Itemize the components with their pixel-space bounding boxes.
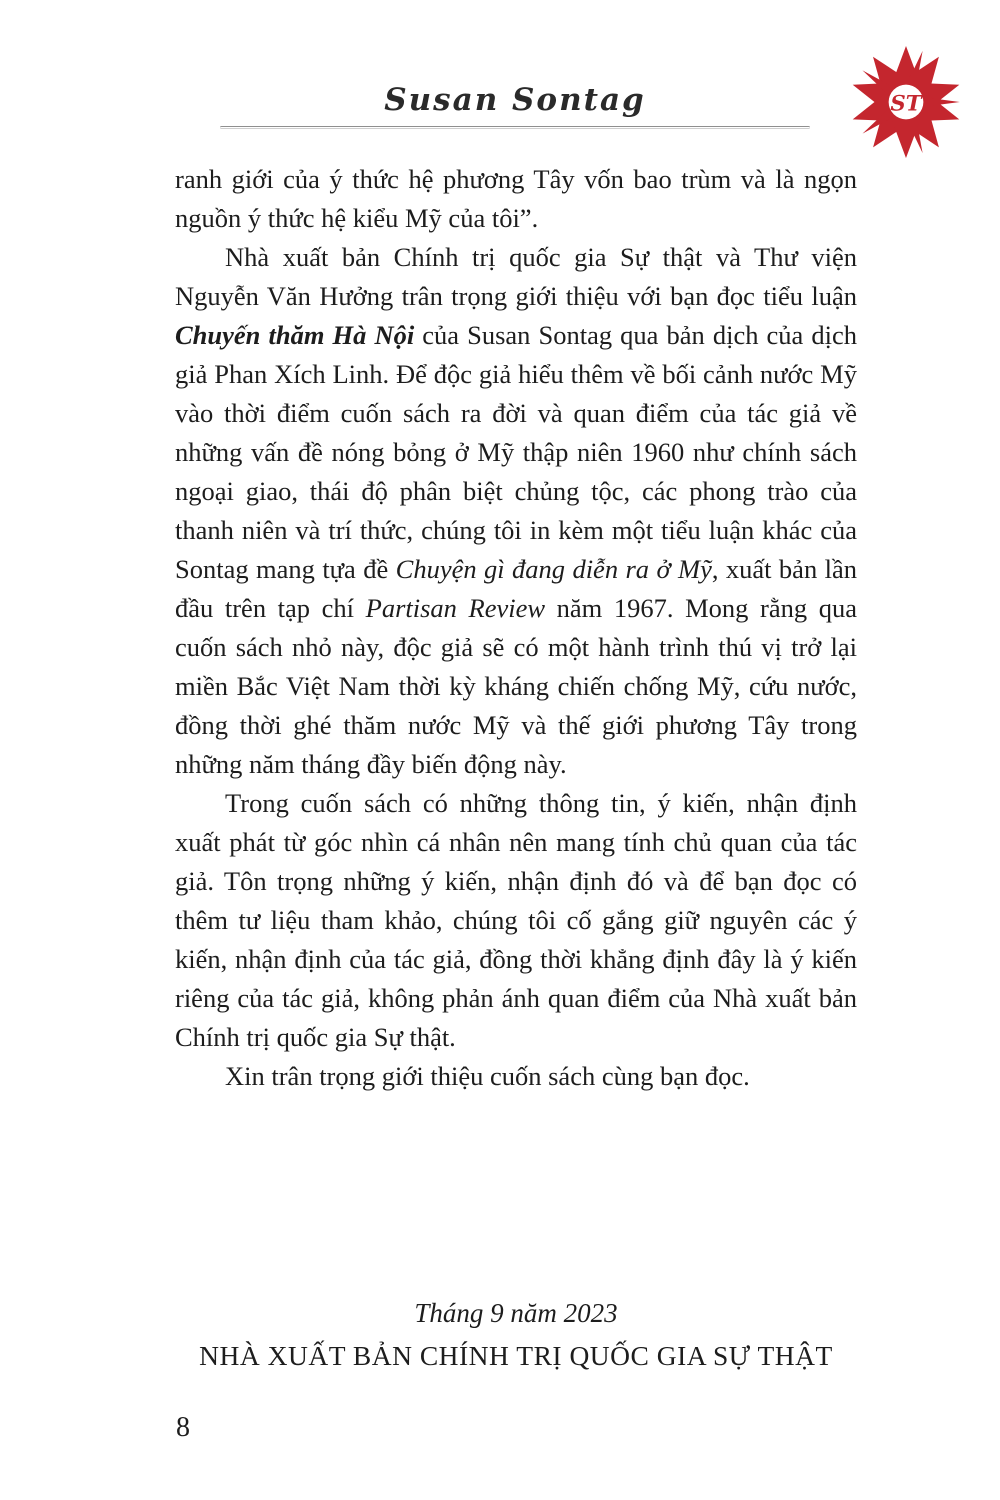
logo-monogram: ST: [890, 91, 922, 117]
starburst-icon: [850, 46, 962, 158]
text-segment: của Susan Sontag qua bản dịch của dịch giả Phan Xích Linh. Để độc giả hiểu thêm về bối cảnh nước Mỹ vào thời điểm cuốn sách ra đời và quan điểm của tác giả về những vấn đề nóng bỏng ở Mỹ thập niên 1960 như chính sách ngoại giao, thái độ phân biệt chủng tộc, các phong trào của thanh niên và trí thức, chúng tôi in kèm một tiểu luận khác của Sontag mang tựa đề: [175, 320, 857, 584]
text-segment: Trong cuốn sách có những thông tin, ý kiến, nhận định xuất phát từ góc nhìn cá nhân nên mang tính chủ quan của tác giả. Tôn trọng những ý kiến, nhận định đó và để bạn đọc có thêm tư liệu tham khảo, chúng tôi cố gắng giữ nguyên các ý kiến, nhận định của tác giả, đồng thời khẳng định đây là ý kiến riêng của tác giả, không phản ánh quan điểm của Nhà xuất bản Chính trị quốc gia Sự thật.: [175, 788, 857, 1052]
text-segment: , xuất bản lần đầu trên tạp chí: [175, 554, 857, 623]
header-rule: [220, 126, 810, 129]
text-segment: năm 1967. Mong rằng qua cuốn sách nhỏ này, độc giả sẽ có một hành trình thú vị trở lại miền Bắc Việt Nam thời kỳ kháng chiến chống Mỹ, cứu nước, đồng thời ghé thăm nước Mỹ và thế giới phương Tây trong những năm tháng đầy biến động này.: [175, 593, 857, 779]
text-segment: Nhà xuất bản Chính trị quốc gia Sự thật và Thư viện Nguyễn Văn Hưởng trân trọng giới thiệu với bạn đọc tiểu luận: [175, 242, 857, 311]
text-segment: Chuyện gì đang diễn ra ở Mỹ: [395, 554, 712, 584]
body-text: [175, 160, 857, 1096]
text-segment: Chuyến thăm Hà Nội: [175, 320, 415, 350]
signature-block: [175, 1293, 857, 1379]
running-title: Susan Sontag: [384, 82, 646, 118]
date-line: Tháng 9 năm 2023: [414, 1298, 618, 1328]
body-paragraph: [175, 160, 857, 238]
body-paragraph: [175, 238, 857, 784]
publisher-line: NHÀ XUẤT BẢN CHÍNH TRỊ QUỐC GIA SỰ THẬT: [199, 1340, 833, 1371]
text-segment: Partisan Review: [365, 593, 546, 623]
body-paragraph: [175, 1057, 857, 1096]
body-paragraph: [175, 784, 857, 1057]
text-segment: ranh giới của ý thức hệ phương Tây vốn bao trùm và là ngọn nguồn ý thức hệ kiểu Mỹ của tôi”.: [175, 164, 857, 233]
text-segment: Xin trân trọng giới thiệu cuốn sách cùng bạn đọc.: [225, 1061, 750, 1091]
running-head: [175, 82, 855, 129]
page-number: 8: [176, 1412, 190, 1443]
publisher-logo: [850, 46, 962, 158]
